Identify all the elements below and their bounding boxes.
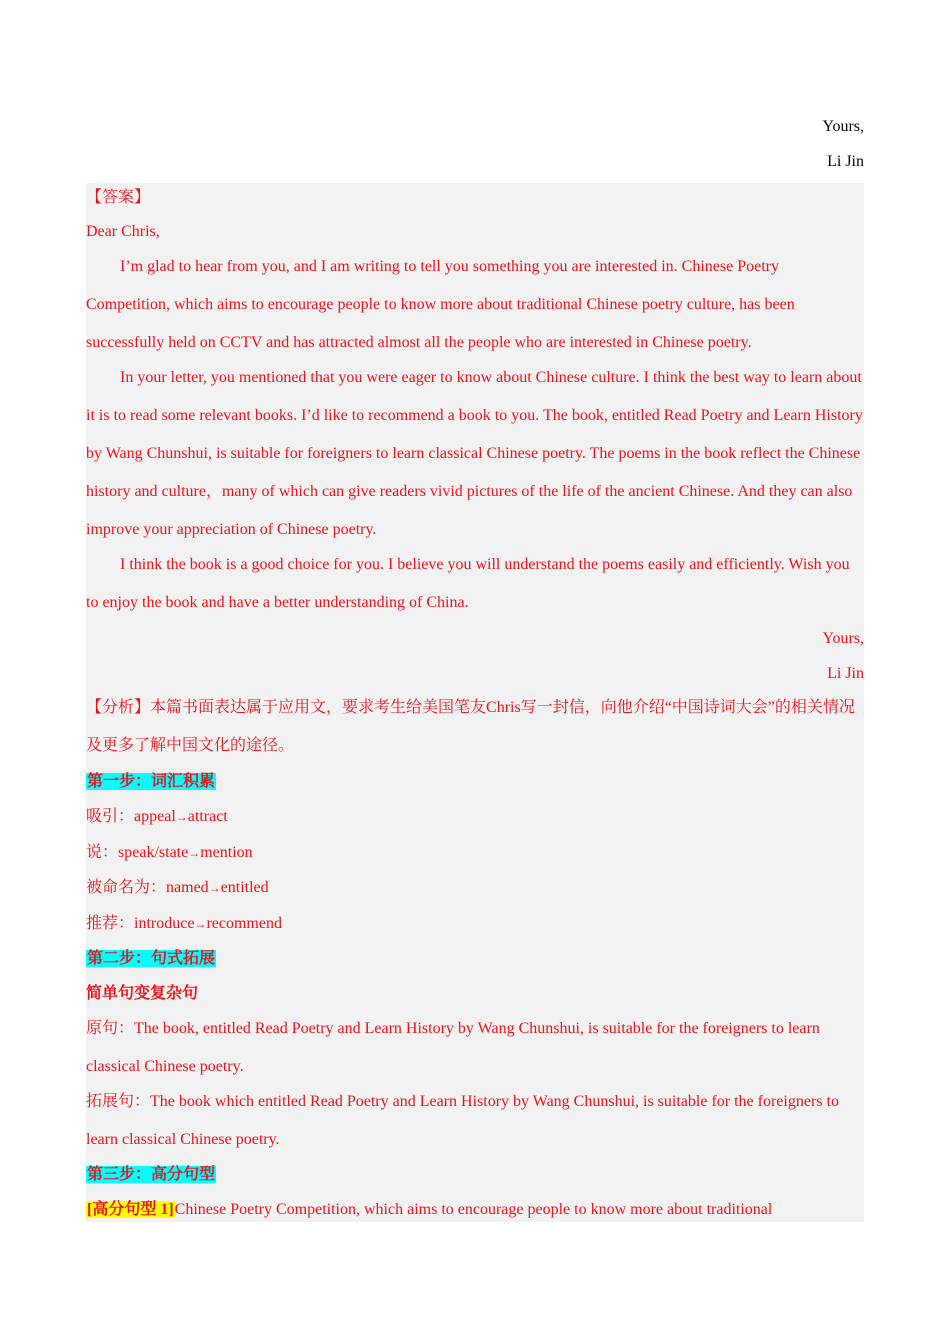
top-closing: Yours, bbox=[822, 118, 864, 135]
vocab-item: 吸引：appeal→attract bbox=[86, 808, 228, 825]
analysis-paragraph bbox=[86, 689, 864, 765]
answer-paragraph-3: I think the book is a good choice for you. I believe you will understand the poems easily and efficiently. Wish you to enjoy the book and have a better understanding of China. bbox=[86, 556, 850, 611]
step2-heading bbox=[86, 949, 216, 969]
answer-paragraph-1: I’m glad to hear from you, and I am writing to tell you something you are interested in. Chinese Poetry Competition, which aims to encourage people to know more about traditional Chinese poetry culture, has been successfully held on CCTV and has attracted almost all the people who are interested in Chinese poetry. bbox=[86, 258, 795, 351]
step1-title: 第一步：词汇积累 bbox=[87, 773, 216, 790]
vocab-item: 被命名为：named→entitled bbox=[86, 879, 269, 896]
analysis-text: 本篇书面表达属于应用文，要求考生给美国笔友Chris写一封信，向他介绍“中国诗词大会”的相关情况及更多了解中国文化的途径。 bbox=[86, 699, 855, 754]
answer-salutation: Dear Chris, bbox=[86, 223, 160, 240]
answer-label: 【答案】 bbox=[86, 189, 151, 206]
high-score-sentence: [高分句型 1]Chinese Poetry Competition, which aims to encourage people to know more about traditional bbox=[87, 1201, 773, 1218]
vocab-item: 推荐：introduce→recommend bbox=[86, 915, 282, 932]
original-label: 原句： bbox=[86, 1020, 135, 1037]
step2-subtitle: 简单句变复杂句 bbox=[86, 985, 199, 1002]
step1-heading bbox=[86, 772, 216, 792]
top-signature: Li Jin bbox=[827, 153, 864, 170]
step2-title: 第二步：句式拓展 bbox=[87, 950, 216, 967]
answer-paragraph-2: In your letter, you mentioned that you were eager to know about Chinese culture. I think the best way to learn about it is to read some relevant books. I’d like to recommend a book to you. The book, entitled Read Poetry and Learn History by Wang Chunshui, is suitable for foreigners to learn classical Chinese poetry. The poems in the book reflect the Chinese history and culture，many of which can give readers vivid pictures of the life of the ancient Chinese. And they can also improve your appreciation of Chinese poetry. bbox=[86, 369, 863, 538]
step3-heading bbox=[86, 1165, 216, 1185]
answer-signature: Li Jin bbox=[827, 665, 864, 682]
expanded-label: 拓展句： bbox=[86, 1093, 151, 1110]
analysis-label: 【分析】 bbox=[86, 699, 151, 716]
high-score-tag: [高分句型 1] bbox=[87, 1201, 174, 1218]
step3-title: 第三步：高分句型 bbox=[87, 1166, 216, 1183]
original-sentence: 原句：The book, entitled Read Poetry and Learn History by Wang Chunshui, is suitable for the foreigners to learn classical Chinese poetry. bbox=[86, 1020, 820, 1075]
vocab-item: 说：speak/state→mention bbox=[86, 844, 253, 861]
answer-closing: Yours, bbox=[822, 630, 864, 647]
expanded-sentence: 拓展句：The book which entitled Read Poetry and Learn History by Wang Chunshui, is suitable for the foreigners to learn classical Chinese poetry. bbox=[86, 1093, 839, 1148]
